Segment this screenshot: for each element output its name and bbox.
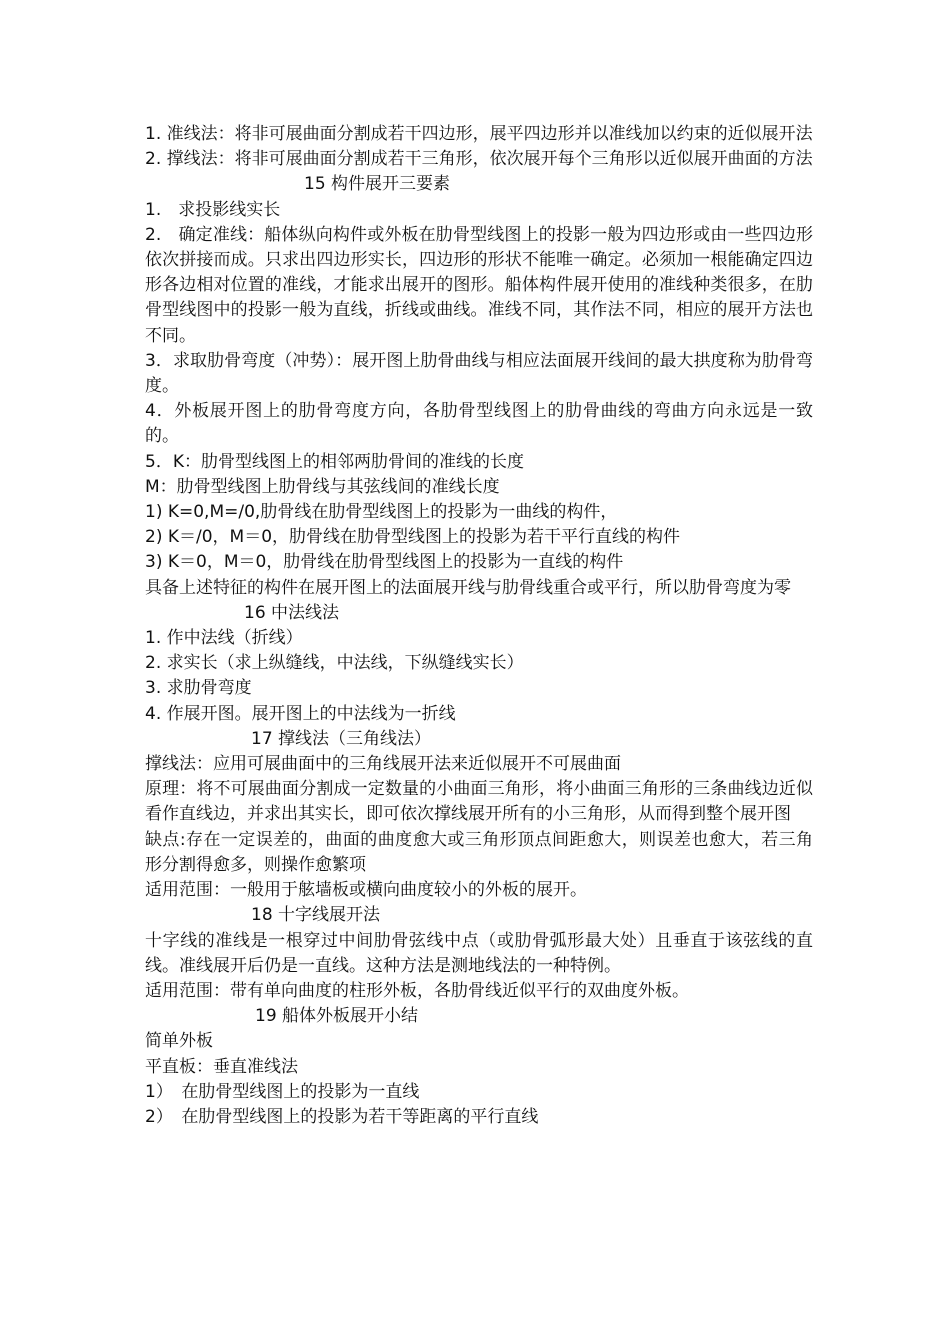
section-heading-16: 16 中法线法 <box>244 602 340 623</box>
list-item: 1. 作中法线（折线） <box>145 628 303 649</box>
section-heading-15: 15 构件展开三要素 <box>304 174 451 195</box>
list-item: 4. 作展开图。展开图上的中法线为一折线 <box>145 703 456 724</box>
section-heading-19: 19 船体外板展开小结 <box>255 1006 419 1027</box>
list-item: 2) K＝/0，M＝0，肋骨线在肋骨型线图上的投影为若干平行直线的构件 <box>145 527 681 548</box>
list-item: 适用范围：带有单向曲度的柱形外板，各肋骨线近似平行的双曲度外板。 <box>145 980 689 1001</box>
section-heading-18: 18 十字线展开法 <box>251 905 381 926</box>
paragraph-cross-line: 十字线的准线是一根穿过中间肋骨弦线中点（或肋骨弧形最大处）且垂直于该弦线的直线。准线展开后仍是一直线。这种方法是测地线法的一种特例。 <box>145 930 813 976</box>
list-item: 5．K：肋骨型线图上的相邻两肋骨间的准线的长度 <box>145 451 524 472</box>
paragraph-principle: 原理：将不可展曲面分割成一定数量的小曲面三角形，将小曲面三角形的三条曲线边近似看作直线边，并求出其实长，即可依次撑线展开所有的小三角形，从而得到整个展开图 <box>145 779 813 825</box>
list-item: 2. 求实长（求上纵缝线，中法线，下纵缝线实长） <box>145 653 524 674</box>
list-item: 1) K=0,M=/0,肋骨线在肋骨型线图上的投影为一曲线的构件， <box>145 502 618 523</box>
list-item: 3) K＝0，M＝0，肋骨线在肋骨型线图上的投影为一直线的构件 <box>145 552 624 573</box>
paragraph-frame-curvature: 3．求取肋骨弯度（冲势）：展开图上肋骨曲线与相应法面展开线间的最大拱度称为肋骨弯度。 <box>145 350 813 397</box>
list-item: M：肋骨型线图上肋骨线与其弦线间的准线长度 <box>145 476 500 497</box>
list-item: 简单外板 <box>145 1031 213 1052</box>
list-item: 1） 在肋骨型线图上的投影为一直线 <box>145 1081 420 1102</box>
section-heading-17: 17 撑线法（三角线法） <box>251 728 432 749</box>
list-item: 撑线法：应用可展曲面中的三角线展开法来近似展开不可展曲面 <box>145 754 621 775</box>
paragraph-determine-guideline: 2. 确定准线：船体纵向构件或外板在肋骨型线图上的投影一般为四边形或由一些四边形依次拼接而成。只求出四边形实长，四边形的形状不能唯一确定。必须加一根能确定四边形各边相对位置的准线，才能求出展开的图形。船体构件展开使用的准线种类很多，在肋骨型线图中的投影一般为直线，折线或曲线。准线不同，其作法不同，相应的展开方法也不同。 <box>145 224 813 346</box>
list-item: 1. 求投影线实长 <box>145 199 281 220</box>
list-item: 2） 在肋骨型线图上的投影为若干等距离的平行直线 <box>145 1106 539 1127</box>
paragraph-brace-line-method: 2. 撑线法：将非可展曲面分割成若干三角形，依次展开每个三角形以近似展开曲面的方法 <box>145 149 813 170</box>
document-body <box>145 122 813 1130</box>
paragraph-quasi-line-method: 1. 准线法：将非可展曲面分割成若干四边形，展平四边形并以准线加以约束的近似展开法 <box>145 124 813 144</box>
paragraph-zero-curvature: 具备上述特征的构件在展开图上的法面展开线与肋骨线重合或平行，所以肋骨弯度为零 <box>145 577 791 598</box>
paragraph-drawback: 缺点:存在一定误差的，曲面的曲度愈大或三角形顶点间距愈大，则误差也愈大，若三角形分割得愈多，则操作愈繁项 <box>145 829 813 875</box>
list-item: 适用范围：一般用于舷墙板或横向曲度较小的外板的展开。 <box>145 880 587 901</box>
paragraph-curvature-direction: 4．外板展开图上的肋骨弯度方向，各肋骨型线图上的肋骨曲线的弯曲方向永远是一致的。 <box>145 401 813 447</box>
list-item: 平直板：垂直准线法 <box>145 1056 298 1077</box>
list-item: 3. 求肋骨弯度 <box>145 678 252 699</box>
